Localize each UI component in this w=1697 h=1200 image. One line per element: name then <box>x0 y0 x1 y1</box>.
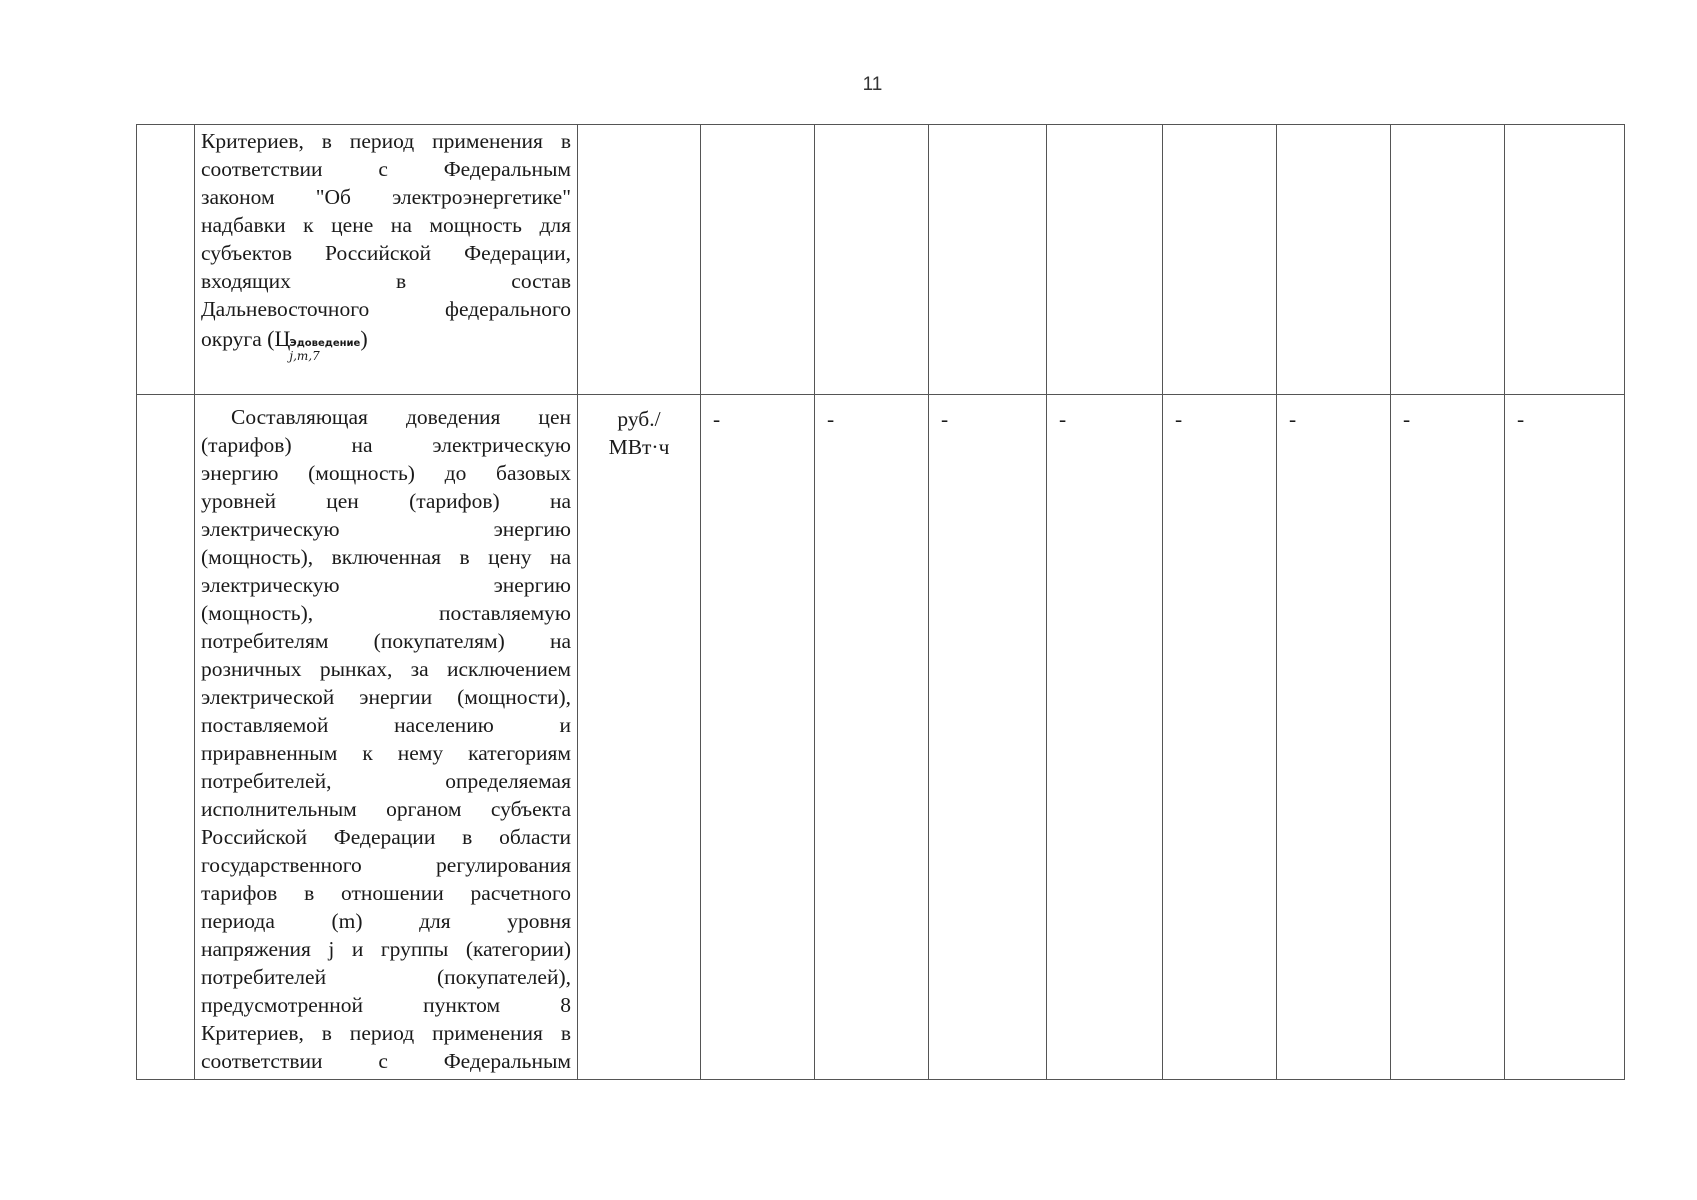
row-number-cell <box>137 395 195 1080</box>
value-cell <box>701 125 815 395</box>
description-line: соответствии с Федеральным <box>201 157 571 181</box>
description-line: потребителей (покупателей), <box>201 965 571 989</box>
description-line: (тарифов) на электрическую <box>201 433 571 457</box>
okruga-text: округа <box>201 327 262 351</box>
description-line: Дальневосточного федерального <box>201 297 571 321</box>
description-line: законом "Об электроэнергетике" <box>201 185 571 209</box>
description-line: электрической энергии (мощности), <box>201 685 571 709</box>
formula-symbol: Ц <box>274 326 291 351</box>
description-line: государственного регулирования <box>201 853 571 877</box>
description-line: потребителям (покупателям) на <box>201 629 571 653</box>
description-line: электрическую энергию <box>201 517 571 541</box>
value-cell: - <box>1163 395 1277 1080</box>
unit-cell <box>578 395 701 1080</box>
description-line: Российской Федерации в области <box>201 825 571 849</box>
description-line: энергию (мощность) до базовых <box>201 461 571 485</box>
description-line: поставляемой населению и <box>201 713 571 737</box>
description-line: входящих в состав <box>201 269 571 293</box>
value-cell: - <box>1277 395 1391 1080</box>
value-cell: - <box>815 395 929 1080</box>
row-number-cell <box>137 125 195 395</box>
description-line: Критериев, в период применения в <box>201 129 571 153</box>
description-line: периода (m) для уровня <box>201 909 571 933</box>
description-line: Составляющая доведения цен <box>231 405 571 429</box>
description-cell <box>195 395 578 1080</box>
description-line: приравненным к нему категориям <box>201 741 571 765</box>
value-cell <box>1505 125 1625 395</box>
value-cell: - <box>1047 395 1163 1080</box>
page-number: 11 <box>862 74 883 95</box>
description-line: Критериев, в период применения в <box>201 1021 571 1045</box>
value-cell: - <box>701 395 815 1080</box>
formula-subscript: j,m,7 <box>289 349 320 363</box>
tariff-table <box>136 124 1625 1080</box>
description-line: розничных рынках, за исключением <box>201 657 571 681</box>
value-cell <box>1047 125 1163 395</box>
formula: (Ц $^{Эдоведение}$ j,m,7 ) <box>267 326 368 363</box>
description-line: потребителей, определяемая <box>201 769 571 793</box>
value-cell <box>815 125 929 395</box>
value-cell <box>929 125 1047 395</box>
description-line: (мощность), поставляемую <box>201 601 571 625</box>
unit-line-1: руб./ <box>617 407 661 431</box>
description-line: тарифов в отношении расчетного <box>201 881 571 905</box>
value-cell <box>1391 125 1505 395</box>
unit-cell <box>578 125 701 395</box>
description-line: (мощность), включенная в цену на <box>201 545 571 569</box>
description-cell <box>195 125 578 395</box>
description-line: напряжения j и группы (категории) <box>201 937 571 961</box>
value-cell: - <box>929 395 1047 1080</box>
formula-superscript: Эдоведение <box>289 338 361 349</box>
value-cell: - <box>1505 395 1625 1080</box>
description-line: надбавки к цене на мощность для <box>201 213 571 237</box>
value-cell: - <box>1391 395 1505 1080</box>
description-line: субъектов Российской Федерации, <box>201 241 571 265</box>
table-row <box>137 125 1625 395</box>
description-line: соответствии с Федеральным <box>201 1049 571 1073</box>
description-line: предусмотренной пунктом 8 <box>201 993 571 1017</box>
value-cell <box>1277 125 1391 395</box>
table-row <box>137 395 1625 1080</box>
value-cell <box>1163 125 1277 395</box>
description-line: электрическую энергию <box>201 573 571 597</box>
description-line: уровней цен (тарифов) на <box>201 489 571 513</box>
description-line: исполнительным органом субъекта <box>201 797 571 821</box>
unit-line-2: МВт·ч <box>608 435 670 459</box>
description-line <box>201 325 571 362</box>
